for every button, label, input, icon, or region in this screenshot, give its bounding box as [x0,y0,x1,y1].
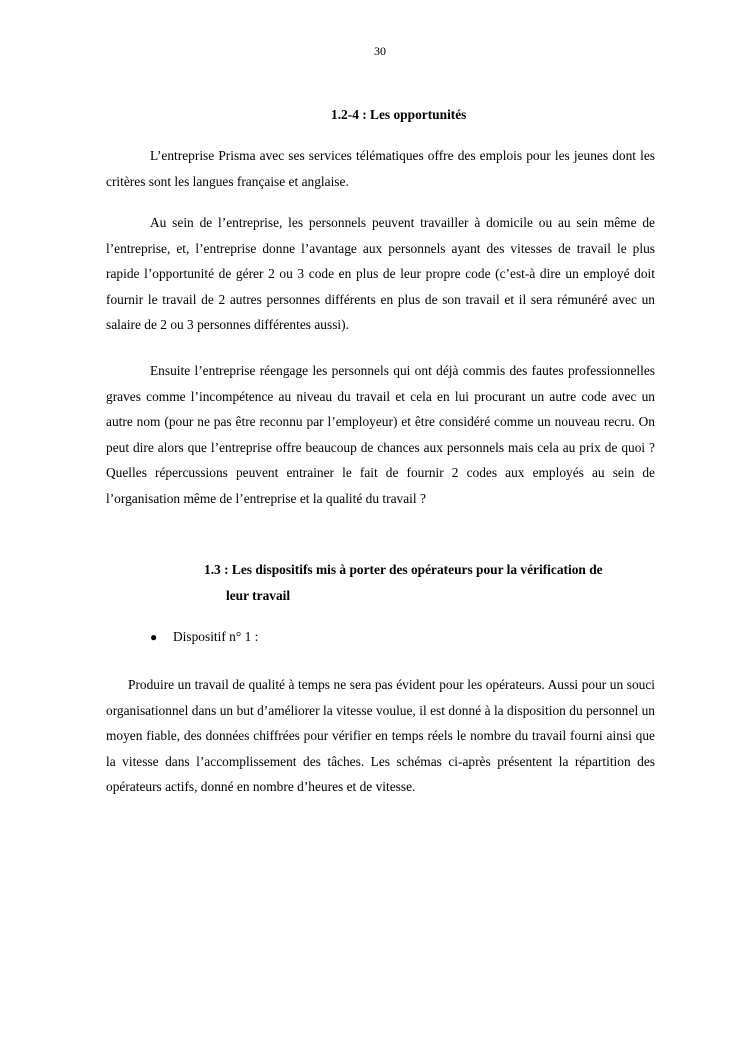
page-number: 30 [374,44,386,58]
paragraph-1-text: L’entreprise Prisma avec ses services télématiques offre des emplois pour les jeunes dont les critères sont les langues française et anglaise. [106,148,655,189]
section-title-devices-line1: 1.3 : Les dispositifs mis à porter des opérateurs pour la vérification de [204,562,603,577]
paragraph-2-text: Au sein de l’entreprise, les personnels peuvent travailler à domicile ou au sein même de l’entreprise, et, l’entreprise donne l’avantage aux personnels ayant des vitesses de travail le plus rapide l’opportunité de gérer 2 ou 3 code en plus de leur propre code (c’est-à dire un employé doit fournir le travail de 2 autres personnes différents en plus de son travail et il sera rémunéré avec un salaire de 2 ou 3 personnes différentes aussi). [106,215,655,333]
paragraph-4 [106,672,655,800]
paragraph-3 [106,358,655,512]
section-title-devices [204,557,655,608]
bullet-text: Dispositif n° 1 : [173,629,259,644]
paragraph-1 [106,143,655,194]
paragraph-2 [106,210,655,338]
bullet-icon: ● [150,630,158,644]
section-title-devices-line2: leur travail [226,587,291,603]
paragraph-3-text: Ensuite l’entreprise réengage les personnels qui ont déjà commis des fautes professionnelles graves comme l’incompétence au niveau du travail et cela en lui procurant un autre code avec un autre nom (pour ne pas être reconnu par l’employeur) et être considéré comme un nouveau recru. On peut dire alors que l’entreprise offre beaucoup de chances aux personnels mais cela au prix de quoi ? Quelles répercussions peuvent entrainer le fait de fournir 2 codes aux employés au sein de l’organisation même de l’entreprise et la qualité du travail ? [106,363,655,506]
bullet-item [150,629,258,645]
paragraph-4-text: Produire un travail de qualité à temps ne sera pas évident pour les opérateurs. Aussi pour un souci organisationnel dans un but d’améliorer la vitesse voulue, il est donné à la disposition du personnel un moyen fiable, des données chiffrées pour vérifier en temps réels le nombre du travail fourni ainsi que la vitesse dans l’accomplissement des tâches. Les schémas ci-après présentent la répartition des opérateurs actifs, donné en nombre d’heures et de vitesse. [106,677,655,795]
section-title-opportunities: 1.2-4 : Les opportunités [331,107,467,122]
